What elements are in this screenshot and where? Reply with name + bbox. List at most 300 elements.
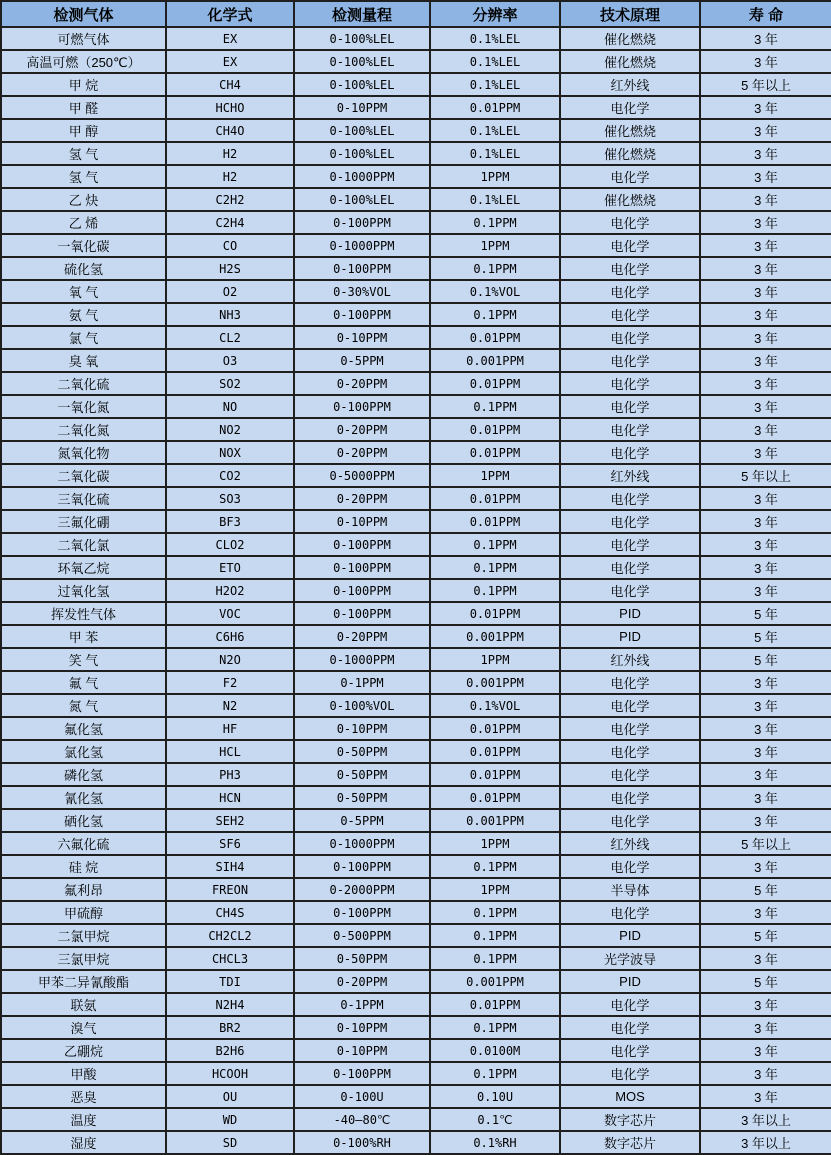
cell-resolution: 0.10U xyxy=(430,1085,560,1108)
cell-technology: 光学波导 xyxy=(560,947,700,970)
cell-technology: 电化学 xyxy=(560,786,700,809)
cell-chemical-formula: H2S xyxy=(166,257,294,280)
table-row xyxy=(1,73,831,96)
cell-gas-name: 氟化氢 xyxy=(1,717,166,740)
column-header-lifespan: 寿 命 xyxy=(700,1,831,27)
cell-chemical-formula: EX xyxy=(166,50,294,73)
cell-chemical-formula: CH2CL2 xyxy=(166,924,294,947)
cell-technology: 数字芯片 xyxy=(560,1131,700,1154)
cell-chemical-formula: NH3 xyxy=(166,303,294,326)
cell-technology: 催化燃烧 xyxy=(560,50,700,73)
table-row xyxy=(1,671,831,694)
cell-chemical-formula: HF xyxy=(166,717,294,740)
table-row xyxy=(1,1039,831,1062)
cell-chemical-formula: WD xyxy=(166,1108,294,1131)
cell-detection-range: 0-100PPM xyxy=(294,556,430,579)
table-row xyxy=(1,556,831,579)
cell-chemical-formula: SO3 xyxy=(166,487,294,510)
cell-technology: 电化学 xyxy=(560,579,700,602)
cell-detection-range: 0-100%LEL xyxy=(294,142,430,165)
cell-technology: MOS xyxy=(560,1085,700,1108)
cell-gas-name: 二氧化氯 xyxy=(1,533,166,556)
cell-resolution: 0.1℃ xyxy=(430,1108,560,1131)
cell-lifespan: 3 年 xyxy=(700,50,831,73)
cell-lifespan: 5 年 xyxy=(700,878,831,901)
cell-gas-name: 乙 炔 xyxy=(1,188,166,211)
table-row xyxy=(1,602,831,625)
cell-resolution: 0.01PPM xyxy=(430,418,560,441)
table-row xyxy=(1,648,831,671)
cell-detection-range: 0-20PPM xyxy=(294,441,430,464)
cell-gas-name: 氰化氢 xyxy=(1,786,166,809)
cell-gas-name: 氟利昂 xyxy=(1,878,166,901)
cell-chemical-formula: F2 xyxy=(166,671,294,694)
cell-detection-range: 0-2000PPM xyxy=(294,878,430,901)
cell-resolution: 0.001PPM xyxy=(430,625,560,648)
table-row xyxy=(1,96,831,119)
cell-resolution: 0.1%LEL xyxy=(430,188,560,211)
cell-gas-name: 二氧化氮 xyxy=(1,418,166,441)
cell-gas-name: 笑 气 xyxy=(1,648,166,671)
cell-lifespan: 3 年 xyxy=(700,809,831,832)
cell-detection-range: 0-1000PPM xyxy=(294,648,430,671)
cell-detection-range: 0-20PPM xyxy=(294,418,430,441)
cell-gas-name: 环氧乙烷 xyxy=(1,556,166,579)
table-row xyxy=(1,395,831,418)
cell-resolution: 0.01PPM xyxy=(430,441,560,464)
cell-detection-range: 0-10PPM xyxy=(294,510,430,533)
cell-resolution: 1PPM xyxy=(430,234,560,257)
table-row xyxy=(1,579,831,602)
cell-gas-name: 湿度 xyxy=(1,1131,166,1154)
cell-resolution: 0.1PPM xyxy=(430,1016,560,1039)
table-row xyxy=(1,855,831,878)
cell-gas-name: 甲酸 xyxy=(1,1062,166,1085)
cell-technology: 电化学 xyxy=(560,671,700,694)
cell-chemical-formula: CH4O xyxy=(166,119,294,142)
cell-resolution: 0.01PPM xyxy=(430,786,560,809)
cell-technology: 电化学 xyxy=(560,165,700,188)
cell-technology: 电化学 xyxy=(560,1062,700,1085)
cell-gas-name: 硒化氢 xyxy=(1,809,166,832)
cell-resolution: 0.01PPM xyxy=(430,372,560,395)
cell-lifespan: 3 年 xyxy=(700,993,831,1016)
cell-detection-range: 0-5000PPM xyxy=(294,464,430,487)
cell-lifespan: 3 年 xyxy=(700,96,831,119)
table-row xyxy=(1,832,831,855)
table-row xyxy=(1,303,831,326)
table-row xyxy=(1,326,831,349)
cell-gas-name: 三氧化硫 xyxy=(1,487,166,510)
table-row xyxy=(1,901,831,924)
cell-gas-name: 三氯甲烷 xyxy=(1,947,166,970)
cell-lifespan: 3 年 xyxy=(700,211,831,234)
cell-technology: 电化学 xyxy=(560,96,700,119)
cell-resolution: 0.01PPM xyxy=(430,326,560,349)
cell-resolution: 0.1PPM xyxy=(430,303,560,326)
cell-resolution: 0.01PPM xyxy=(430,96,560,119)
cell-detection-range: 0-50PPM xyxy=(294,740,430,763)
cell-detection-range: 0-1PPM xyxy=(294,671,430,694)
cell-resolution: 0.1PPM xyxy=(430,947,560,970)
cell-technology: 电化学 xyxy=(560,993,700,1016)
cell-gas-name: 挥发性气体 xyxy=(1,602,166,625)
cell-resolution: 0.1PPM xyxy=(430,579,560,602)
cell-detection-range: 0-50PPM xyxy=(294,947,430,970)
cell-gas-name: 氯化氢 xyxy=(1,740,166,763)
cell-resolution: 0.1%LEL xyxy=(430,73,560,96)
cell-lifespan: 3 年 xyxy=(700,1039,831,1062)
cell-chemical-formula: O2 xyxy=(166,280,294,303)
cell-lifespan: 5 年以上 xyxy=(700,73,831,96)
table-row xyxy=(1,487,831,510)
cell-detection-range: 0-1000PPM xyxy=(294,832,430,855)
cell-gas-name: 氟 气 xyxy=(1,671,166,694)
cell-chemical-formula: HCN xyxy=(166,786,294,809)
cell-resolution: 0.1PPM xyxy=(430,924,560,947)
cell-resolution: 0.01PPM xyxy=(430,487,560,510)
cell-chemical-formula: BR2 xyxy=(166,1016,294,1039)
cell-technology: 电化学 xyxy=(560,234,700,257)
cell-chemical-formula: O3 xyxy=(166,349,294,372)
cell-technology: 催化燃烧 xyxy=(560,119,700,142)
cell-lifespan: 3 年 xyxy=(700,671,831,694)
cell-technology: PID xyxy=(560,970,700,993)
cell-resolution: 1PPM xyxy=(430,165,560,188)
cell-resolution: 0.1%VOL xyxy=(430,280,560,303)
cell-gas-name: 氢 气 xyxy=(1,142,166,165)
cell-resolution: 0.1PPM xyxy=(430,855,560,878)
cell-lifespan: 3 年 xyxy=(700,487,831,510)
cell-detection-range: 0-100PPM xyxy=(294,303,430,326)
cell-detection-range: 0-50PPM xyxy=(294,763,430,786)
header-row xyxy=(1,1,831,27)
cell-gas-name: 硫化氢 xyxy=(1,257,166,280)
cell-detection-range: 0-100PPM xyxy=(294,855,430,878)
cell-lifespan: 3 年 xyxy=(700,188,831,211)
cell-technology: 电化学 xyxy=(560,809,700,832)
cell-lifespan: 3 年 xyxy=(700,763,831,786)
cell-chemical-formula: H2 xyxy=(166,165,294,188)
cell-lifespan: 3 年 xyxy=(700,257,831,280)
cell-detection-range: 0-10PPM xyxy=(294,96,430,119)
cell-gas-name: 联氨 xyxy=(1,993,166,1016)
cell-lifespan: 3 年 xyxy=(700,717,831,740)
cell-technology: 电化学 xyxy=(560,717,700,740)
cell-chemical-formula: CLO2 xyxy=(166,533,294,556)
cell-lifespan: 3 年 xyxy=(700,303,831,326)
cell-chemical-formula: CO2 xyxy=(166,464,294,487)
cell-lifespan: 3 年 xyxy=(700,740,831,763)
table-row xyxy=(1,165,831,188)
cell-chemical-formula: HCL xyxy=(166,740,294,763)
column-header-gas-name: 检测气体 xyxy=(1,1,166,27)
cell-detection-range: 0-100PPM xyxy=(294,257,430,280)
cell-technology: 电化学 xyxy=(560,211,700,234)
column-header-technology: 技术原理 xyxy=(560,1,700,27)
cell-technology: 红外线 xyxy=(560,832,700,855)
cell-technology: 红外线 xyxy=(560,648,700,671)
cell-technology: 电化学 xyxy=(560,303,700,326)
cell-gas-name: 一氧化碳 xyxy=(1,234,166,257)
cell-lifespan: 3 年 xyxy=(700,694,831,717)
cell-technology: 红外线 xyxy=(560,73,700,96)
cell-lifespan: 5 年 xyxy=(700,602,831,625)
table-row xyxy=(1,27,831,50)
cell-detection-range: 0-100%LEL xyxy=(294,27,430,50)
cell-gas-name: 溴气 xyxy=(1,1016,166,1039)
cell-resolution: 0.1%VOL xyxy=(430,694,560,717)
cell-lifespan: 3 年 xyxy=(700,947,831,970)
cell-detection-range: 0-10PPM xyxy=(294,717,430,740)
cell-resolution: 0.1%LEL xyxy=(430,50,560,73)
cell-resolution: 0.001PPM xyxy=(430,671,560,694)
table-body xyxy=(1,27,831,1154)
table-row xyxy=(1,625,831,648)
cell-technology: 红外线 xyxy=(560,464,700,487)
table-row xyxy=(1,1108,831,1131)
cell-gas-name: 高温可燃（250℃） xyxy=(1,50,166,73)
cell-lifespan: 3 年 xyxy=(700,441,831,464)
cell-lifespan: 5 年 xyxy=(700,924,831,947)
cell-detection-range: -40—80℃ xyxy=(294,1108,430,1131)
cell-chemical-formula: B2H6 xyxy=(166,1039,294,1062)
cell-technology: 电化学 xyxy=(560,372,700,395)
table-row xyxy=(1,280,831,303)
cell-chemical-formula: VOC xyxy=(166,602,294,625)
cell-resolution: 0.01PPM xyxy=(430,993,560,1016)
cell-technology: 催化燃烧 xyxy=(560,27,700,50)
cell-gas-name: 甲 烷 xyxy=(1,73,166,96)
cell-resolution: 0.1PPM xyxy=(430,395,560,418)
cell-detection-range: 0-500PPM xyxy=(294,924,430,947)
cell-technology: 电化学 xyxy=(560,533,700,556)
cell-chemical-formula: CH4 xyxy=(166,73,294,96)
table-row xyxy=(1,878,831,901)
cell-lifespan: 3 年 xyxy=(700,349,831,372)
cell-technology: 电化学 xyxy=(560,556,700,579)
column-header-chemical-formula: 化学式 xyxy=(166,1,294,27)
cell-technology: 电化学 xyxy=(560,763,700,786)
cell-chemical-formula: C6H6 xyxy=(166,625,294,648)
cell-technology: 电化学 xyxy=(560,280,700,303)
cell-technology: PID xyxy=(560,625,700,648)
cell-gas-name: 氯 气 xyxy=(1,326,166,349)
cell-detection-range: 0-100%VOL xyxy=(294,694,430,717)
cell-resolution: 1PPM xyxy=(430,648,560,671)
cell-technology: 催化燃烧 xyxy=(560,188,700,211)
cell-gas-name: 恶臭 xyxy=(1,1085,166,1108)
cell-resolution: 0.01PPM xyxy=(430,740,560,763)
cell-lifespan: 5 年以上 xyxy=(700,832,831,855)
cell-detection-range: 0-5PPM xyxy=(294,809,430,832)
cell-lifespan: 3 年 xyxy=(700,556,831,579)
cell-detection-range: 0-30%VOL xyxy=(294,280,430,303)
cell-technology: 电化学 xyxy=(560,901,700,924)
cell-detection-range: 0-10PPM xyxy=(294,1016,430,1039)
cell-technology: 电化学 xyxy=(560,326,700,349)
table-row xyxy=(1,50,831,73)
cell-gas-name: 可燃气体 xyxy=(1,27,166,50)
cell-lifespan: 5 年 xyxy=(700,970,831,993)
cell-detection-range: 0-100%RH xyxy=(294,1131,430,1154)
cell-technology: 数字芯片 xyxy=(560,1108,700,1131)
cell-gas-name: 二氧化硫 xyxy=(1,372,166,395)
cell-resolution: 0.1PPM xyxy=(430,556,560,579)
cell-gas-name: 过氧化氢 xyxy=(1,579,166,602)
cell-detection-range: 0-1PPM xyxy=(294,993,430,1016)
cell-lifespan: 3 年 xyxy=(700,901,831,924)
cell-resolution: 0.1PPM xyxy=(430,533,560,556)
cell-gas-name: 乙硼烷 xyxy=(1,1039,166,1062)
cell-detection-range: 0-100%LEL xyxy=(294,188,430,211)
cell-detection-range: 0-50PPM xyxy=(294,786,430,809)
cell-detection-range: 0-10PPM xyxy=(294,326,430,349)
table-row xyxy=(1,142,831,165)
cell-chemical-formula: C2H4 xyxy=(166,211,294,234)
cell-lifespan: 3 年 xyxy=(700,280,831,303)
table-row xyxy=(1,717,831,740)
cell-technology: PID xyxy=(560,924,700,947)
cell-resolution: 0.01PPM xyxy=(430,602,560,625)
cell-gas-name: 氢 气 xyxy=(1,165,166,188)
cell-detection-range: 0-10PPM xyxy=(294,1039,430,1062)
cell-detection-range: 0-20PPM xyxy=(294,970,430,993)
table-row xyxy=(1,694,831,717)
column-header-detection-range: 检测量程 xyxy=(294,1,430,27)
cell-chemical-formula: SEH2 xyxy=(166,809,294,832)
cell-resolution: 0.1PPM xyxy=(430,1062,560,1085)
cell-technology: PID xyxy=(560,602,700,625)
table-row xyxy=(1,533,831,556)
cell-gas-name: 氮氧化物 xyxy=(1,441,166,464)
cell-technology: 电化学 xyxy=(560,1039,700,1062)
cell-technology: 半导体 xyxy=(560,878,700,901)
cell-technology: 电化学 xyxy=(560,1016,700,1039)
cell-lifespan: 3 年 xyxy=(700,165,831,188)
cell-lifespan: 3 年 xyxy=(700,372,831,395)
cell-lifespan: 3 年 xyxy=(700,579,831,602)
cell-gas-name: 二氯甲烷 xyxy=(1,924,166,947)
table-row xyxy=(1,234,831,257)
cell-gas-name: 甲 醛 xyxy=(1,96,166,119)
cell-chemical-formula: HCHO xyxy=(166,96,294,119)
cell-lifespan: 3 年 xyxy=(700,855,831,878)
cell-resolution: 0.1%LEL xyxy=(430,119,560,142)
cell-chemical-formula: H2 xyxy=(166,142,294,165)
cell-gas-name: 三氟化硼 xyxy=(1,510,166,533)
cell-resolution: 0.1PPM xyxy=(430,257,560,280)
cell-chemical-formula: EX xyxy=(166,27,294,50)
cell-lifespan: 3 年 xyxy=(700,1085,831,1108)
cell-resolution: 0.01PPM xyxy=(430,717,560,740)
cell-lifespan: 3 年 xyxy=(700,1062,831,1085)
cell-resolution: 1PPM xyxy=(430,464,560,487)
cell-chemical-formula: OU xyxy=(166,1085,294,1108)
cell-resolution: 1PPM xyxy=(430,878,560,901)
cell-technology: 电化学 xyxy=(560,740,700,763)
cell-gas-name: 甲 醇 xyxy=(1,119,166,142)
cell-resolution: 0.1PPM xyxy=(430,211,560,234)
cell-gas-name: 六氟化硫 xyxy=(1,832,166,855)
cell-resolution: 0.1%RH xyxy=(430,1131,560,1154)
cell-gas-name: 氧 气 xyxy=(1,280,166,303)
cell-lifespan: 3 年 xyxy=(700,142,831,165)
table-row xyxy=(1,211,831,234)
cell-chemical-formula: SF6 xyxy=(166,832,294,855)
cell-chemical-formula: BF3 xyxy=(166,510,294,533)
table-row xyxy=(1,970,831,993)
cell-resolution: 1PPM xyxy=(430,832,560,855)
cell-resolution: 0.1%LEL xyxy=(430,142,560,165)
cell-technology: 电化学 xyxy=(560,395,700,418)
cell-chemical-formula: HCOOH xyxy=(166,1062,294,1085)
cell-chemical-formula: NO xyxy=(166,395,294,418)
cell-detection-range: 0-100%LEL xyxy=(294,50,430,73)
cell-detection-range: 0-100PPM xyxy=(294,579,430,602)
cell-gas-name: 氮 气 xyxy=(1,694,166,717)
cell-gas-name: 臭 氧 xyxy=(1,349,166,372)
cell-gas-name: 一氧化氮 xyxy=(1,395,166,418)
cell-resolution: 0.01PPM xyxy=(430,510,560,533)
cell-chemical-formula: N2O xyxy=(166,648,294,671)
cell-chemical-formula: FREON xyxy=(166,878,294,901)
cell-detection-range: 0-1000PPM xyxy=(294,234,430,257)
table-row xyxy=(1,257,831,280)
cell-chemical-formula: TDI xyxy=(166,970,294,993)
cell-detection-range: 0-100PPM xyxy=(294,901,430,924)
table-row xyxy=(1,441,831,464)
cell-lifespan: 3 年 xyxy=(700,395,831,418)
table-row xyxy=(1,188,831,211)
table-row xyxy=(1,464,831,487)
cell-lifespan: 3 年 xyxy=(700,533,831,556)
cell-detection-range: 0-100PPM xyxy=(294,602,430,625)
cell-gas-name: 乙 烯 xyxy=(1,211,166,234)
column-header-resolution: 分辨率 xyxy=(430,1,560,27)
table-row xyxy=(1,1131,831,1154)
table-row xyxy=(1,119,831,142)
table-row xyxy=(1,349,831,372)
cell-detection-range: 0-100%LEL xyxy=(294,119,430,142)
cell-lifespan: 5 年 xyxy=(700,625,831,648)
table-row xyxy=(1,372,831,395)
cell-resolution: 0.001PPM xyxy=(430,349,560,372)
cell-chemical-formula: PH3 xyxy=(166,763,294,786)
cell-gas-name: 硅 烷 xyxy=(1,855,166,878)
cell-gas-name: 甲 苯 xyxy=(1,625,166,648)
cell-chemical-formula: NO2 xyxy=(166,418,294,441)
table-row xyxy=(1,947,831,970)
table-row xyxy=(1,510,831,533)
table-row xyxy=(1,763,831,786)
cell-technology: 电化学 xyxy=(560,441,700,464)
cell-chemical-formula: SIH4 xyxy=(166,855,294,878)
cell-technology: 电化学 xyxy=(560,257,700,280)
cell-chemical-formula: H2O2 xyxy=(166,579,294,602)
cell-technology: 电化学 xyxy=(560,349,700,372)
cell-lifespan: 3 年 xyxy=(700,786,831,809)
cell-detection-range: 0-100%LEL xyxy=(294,73,430,96)
table-row xyxy=(1,786,831,809)
cell-chemical-formula: C2H2 xyxy=(166,188,294,211)
cell-chemical-formula: SD xyxy=(166,1131,294,1154)
cell-resolution: 0.0100M xyxy=(430,1039,560,1062)
cell-detection-range: 0-20PPM xyxy=(294,372,430,395)
cell-lifespan: 5 年 xyxy=(700,648,831,671)
cell-gas-name: 氨 气 xyxy=(1,303,166,326)
cell-detection-range: 0-100PPM xyxy=(294,395,430,418)
